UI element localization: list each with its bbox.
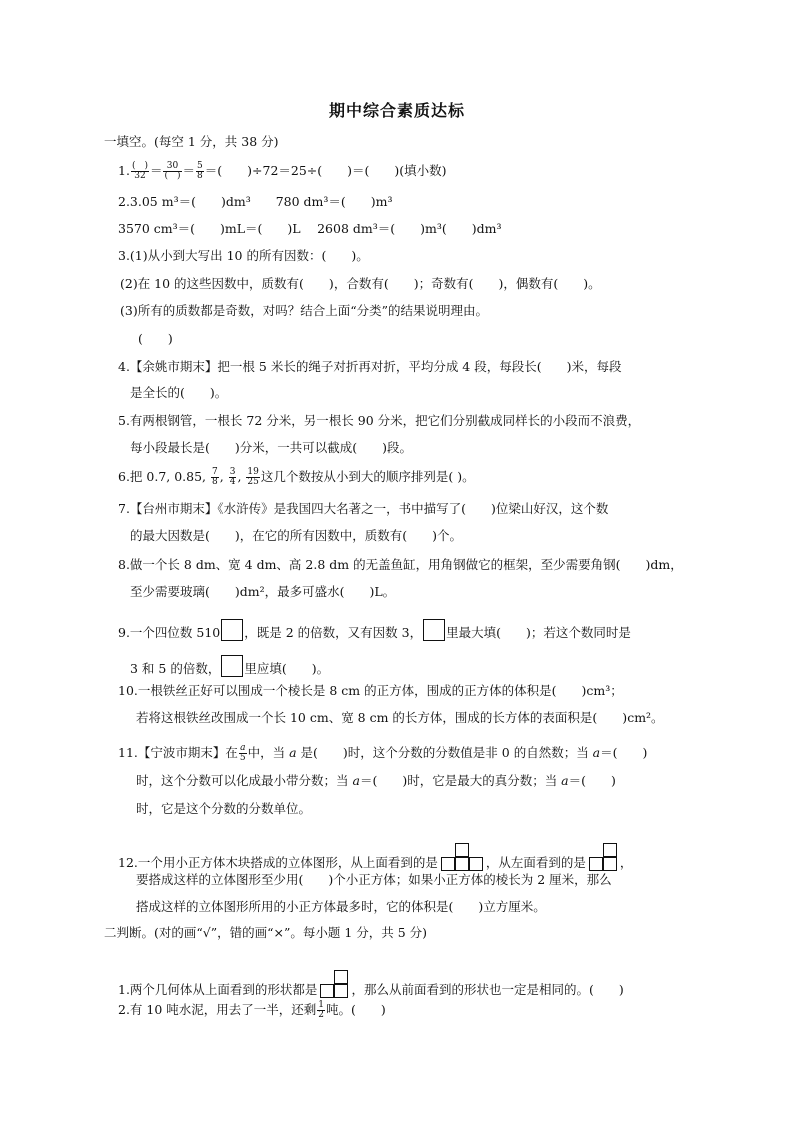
page-title: 期中综合素质达标 [328, 101, 465, 120]
question-1: 1. $\frac{( )}{32}$ ＝ $\frac{30}{( )}$ ＝ $\frac{5}{8}$ ＝( )÷72＝25÷( )＝( )(填小数) [118, 161, 447, 181]
top-view-figure [440, 843, 484, 871]
question-10-line-1: 10.一根铁丝正好可以围成一个棱长是 8 cm 的正方体，围成的正方体的体积是( )cm³； [118, 683, 623, 698]
question-2-line-1: 2.3.05 m³＝( )dm³ 780 dm³＝( )m³ [118, 194, 393, 209]
question-2-line-2: 3570 cm³＝( )mL＝( )L 2608 dm³＝( )m³( )dm³ [118, 221, 502, 236]
question-9-line-1: 9.一个四位数 510 ，既是 2 的倍数，又有因数 3， 里最大填( )；若这个数同时是 [118, 619, 631, 641]
question-11-line-1: 11.【宁波市期末】在 $\frac{a}{5}$ 中，当 a 是( )时，这个分数的分数值是非 0 的自然数；当 a＝( ) [118, 743, 648, 763]
question-6: 6.把 0.7, 0.85, $\frac{7}{8}$ , $\frac{3}{4}$ , $\frac{19}{25}$ 这几个数按从小到大的顺序排列是( )。 [118, 467, 475, 487]
question-7-line-1: 7.【台州市期末】《水浒传》是我国四大名著之一，书中描写了( )位梁山好汉，这个数 [118, 501, 609, 516]
question-3-part-2: (2)在 10 的这些因数中，质数有( )，合数有( )；奇数有( )，偶数有( )。 [120, 276, 601, 291]
question-3-part-1: 3.(1)从小到大写出 10 的所有因数：( )。 [118, 248, 369, 263]
judgment-2: 2.有 10 吨水泥，用去了一半，还剩 $\frac{1}{2}$ 吨。( ) [118, 1000, 386, 1020]
question-11-line-3: 时，它是这个分数的分数单位。 [136, 801, 312, 816]
question-4-line-2: 是全长的( )。 [130, 385, 228, 400]
judgment-1: 1.两个几何体从上面看到的形状都是 ，那么从前面看到的形状也一定是相同的。( ) [118, 970, 624, 998]
left-view-figure [588, 843, 618, 871]
question-12-line-2: 要搭成这样的立体图形至少用( )个小正方体；如果小正方体的棱长为 2 厘米，那么 [136, 872, 612, 887]
digit-box [423, 619, 445, 641]
question-3-answer-blank: ( ) [138, 331, 173, 346]
question-7-line-2: 的最大因数是( )，在它的所有因数中，质数有( )个。 [130, 528, 463, 543]
question-5-line-1: 5.有两根钢管，一根长 72 分米，另一根长 90 分米，把它们分别截成同样长的小段而不浪费， [118, 413, 641, 428]
question-4-line-1: 4.【余姚市期末】把一根 5 米长的绳子对折再对折，平均分成 4 段，每段长( )米，每段 [118, 359, 622, 374]
question-12-line-3: 搭成这样的立体图形所用的小正方体最多时，它的体积是( )立方厘米。 [136, 899, 546, 914]
question-5-line-2: 每小段最长是( )分米，一共可以截成( )段。 [130, 440, 413, 455]
question-8-line-2: 至少需要玻璃( )dm²，最多可盛水( )L。 [130, 584, 396, 599]
section-fill-blank-heading: 一填空。(每空 1 分，共 38 分) [104, 134, 279, 149]
question-11-line-2: 时，这个分数可以化成最小带分数；当 a＝( )时，它是最大的真分数；当 a＝( ) [136, 773, 616, 788]
section-true-false-heading: 二判断。(对的画“√”，错的画“×”。每小题 1 分，共 5 分) [104, 925, 428, 940]
question-9-line-2: 3 和 5 的倍数， 里应填( )。 [130, 655, 329, 677]
question-8-line-1: 8.做一个长 8 dm、宽 4 dm、高 2.8 dm 的无盖鱼缸，用角钢做它的框架，至少需要角钢( )dm， [118, 557, 683, 572]
question-10-line-2: 若将这根铁丝改围成一个长 10 cm、宽 8 cm 的长方体，围成的长方体的表面积是( )cm²。 [136, 710, 664, 725]
digit-box [221, 619, 243, 641]
digit-box [221, 655, 243, 677]
question-12-line-1: 12.一个用小正方体木块搭成的立体图形，从上面看到的是 ，从左面看到的是 ， [118, 843, 632, 871]
question-3-part-3: (3)所有的质数都是奇数，对吗？结合上面“分类”的结果说明理由。 [120, 303, 488, 318]
top-view-figure [319, 970, 349, 998]
